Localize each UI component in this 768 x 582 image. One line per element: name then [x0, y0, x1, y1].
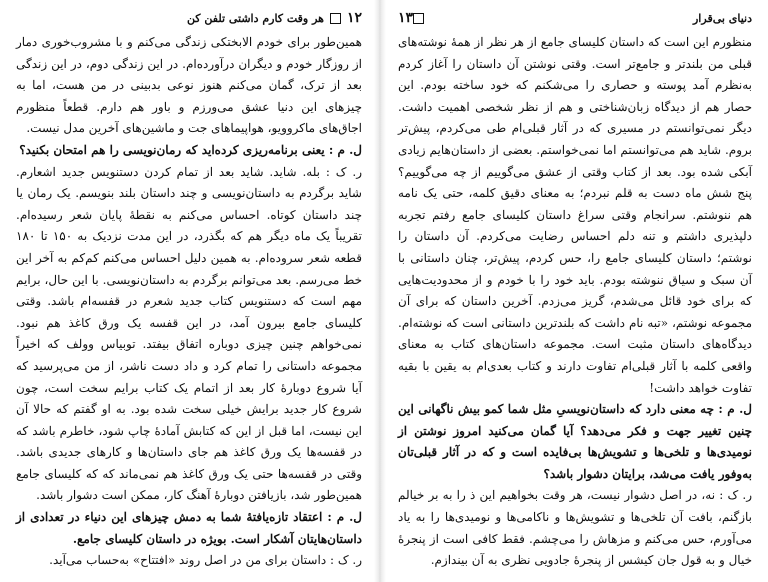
- right-page: [384, 0, 768, 582]
- right-page-header: [398, 10, 752, 26]
- paragraph: ر. ک : نه، در اصل دشوار نیست، هر وقت بخواهیم این ذ را به بر خیالم بازگنم، بافت آن تلخی‌ها و تشویش‌ها و ناکامی‌ها و نومیدی‌ها را به یاد می‌آورم، حس می‌کنم و مزهاش را می‌چشم. فقط کافی است از پنجرهٔ خیال و به قول جان کیشس از پنجرهٔ جادویی نظری به آن بیندازم.: [398, 488, 752, 568]
- page-number: ۱۲: [346, 10, 362, 26]
- running-head: دنیای بی‌قرار: [693, 11, 752, 25]
- paragraph: منظورم این است که داستان کلیسای جامع از هر نظر از همهٔ نوشته‌های قبلی من بلندتر و جامع‌تر است. وقتی نوشتن آن داستان را آغاز کردم به‌نظرم آمد پوسته و حصاری را می‌شکنم که خود ساخته بودم. این حصار هم از دیدگاه زبان‌شناختی و هم از نظر شخصی اهمیت داشت. دیگر نمی‌توانستم در مسیری که در آثار قبلی‌ام طی می‌کردم، پیش‌تر بروم. شاید هم می‌توانستم اما نمی‌خواستم. بعضی از داستان‌هایم زیادی آبکی شده بود. بعد از کتاب وقتی از عشق می‌گوییم از چه می‌گوییم؟ پنج شش ماه دست به قلم نبردم؛ به معنای دقیق کلمه، حتی یک نامه هم ننوشتم. سرانجام وقتی سراغ داستان کلیسای جامع رفتم تجربه دلپذیری داشتم و تنه دلم احساس رضایت می‌کردم. آن داستان را نوشتم؛ داستان کلیسای جامع را، حس کردم، پیش‌تر، چنان داستانی با آن سبک و سیاق ننوشته بودم. باید خود را با خودم و از محدودیت‌هایی که برای خود قائل می‌شدم، گریز می‌زدم. آخرین داستان که برای آن مجموعه نوشتم، «تبه نام داشت که بلندترین داستانی است که نوشته‌ام. دیدگاه‌های داستان مثبت است. مجموعه داستان‌های کتاب به معنای واقعی کلمه با آثار قبلی‌ام تفاوت دارند و کتاب بعدی‌ام به یقین با بقیه تفاوت خواهد داشت!: [398, 35, 752, 395]
- paragraph: ر. ک : بله. شاید. شاید بعد از تمام کردن دستنویس جدید اشعارم. شاید برگردم به داستان‌نویسی و چند داستان بلند بنویسم. یک رمان یا چند داستان کوتاه. احساس می‌کنم به نقطهٔ پایان شعر رسیده‌ام. تقریباً یک ماه دیگر هم که بگذرد، در این مدت نزدیک به ۱۵۰ تا ۱۸۰ قطعه شعر سروده‌ام. به همین دلیل احساس می‌کنم کم‌کم به آخر این خط می‌رسم. بعد می‌توانم برگردم به داستان‌نویسی. با این حال، برایم مهم است که دستنویس کتاب جدید شعرم در قفسه‌ام باشد. وقتی کلیسای جامع بیرون آمد، در این قفسه یک ورق کاغذ هم نبود. نمی‌خواهم چنین چیزی دوباره اتفاق بیفتد. توبیاس وولف که اخیراً مجموعه داستانی را تمام کرد و داد دست ناشر، از من می‌پرسید که آیا شروع دوبارهٔ کار بعد از اتمام یک کتاب برایم سخت است، چون شروع کار جدید برایش خیلی سخت شده بود. به او گفتم که حالا آن این نیست، اما قبل از این که کتابش آمادهٔ چاپ شود، خاطرم باشد که در قفسه‌ها یک ورق کاغذ هم جای داستان‌ها و کارهای جدیدی باشد. وقتی در قفسه‌ها حتی یک ورق کاغذ هم نمی‌ماند که که کلیسای جامع همین‌طور شد، بازیافتن دوبارهٔ آهنگ کار، ممکن است دشوار باشد.: [16, 164, 362, 503]
- interview-question: ل. م : اعتقاد تازه‌یافتهٔ شما به دمش چیزهای این دنیاء در تعدادی از داستان‌هایتان آشکار است. بویژه در داستان کلیسای جامع.: [16, 510, 362, 546]
- left-page: [0, 0, 376, 582]
- running-head: هر وقت کارم داشتی تلفن کن: [186, 11, 324, 25]
- header-square-icon: [413, 13, 424, 24]
- header-square-icon: [330, 13, 341, 24]
- paragraph: ر. ک : داستان برای من در اصل روند «افتتاح» به‌حساب می‌آید.: [49, 553, 362, 568]
- interview-question: ل. م : چه معنی دارد که داستان‌نویسیِ مثل شما کمو بیش ناگهانی این چنین تغییر جهت و فکر می‌دهد؟ آیا گمان می‌کنید امروز نوشتن از نومیدی‌ها و تلخی‌ها و تشویش‌ها بی‌فایده است و که در آثار قبلی‌تان به‌وفور یافت می‌شد، برایتان دشوار باشد؟: [398, 402, 752, 481]
- paragraph: همین‌طور برای خودم الابختکی زندگی می‌کنم و با مشروب‌خوری دمار از روزگار خودم و دیگران درآورده‌ام. در این زندگی دوم، در این زندگی بعد از ترک، گمان می‌کنم هنوز نوعی بدبینی در من هست، اما به چیزهای این دنیا عشق می‌ورزم و باور هم دارم. قطعاً منظورم اجاق‌های ماکروویو، هواپیماهای جت و ماشین‌های آخرین مدل نیست.: [16, 35, 362, 136]
- page-number-wrap: [398, 10, 430, 26]
- left-page-header: [16, 10, 362, 26]
- page-number: ۱۳: [398, 10, 414, 26]
- interview-question: ل. م : یعنی برنامه‌ریزی کرده‌اید که رمان‌نویسی را هم امتحان بکنید؟: [19, 142, 362, 157]
